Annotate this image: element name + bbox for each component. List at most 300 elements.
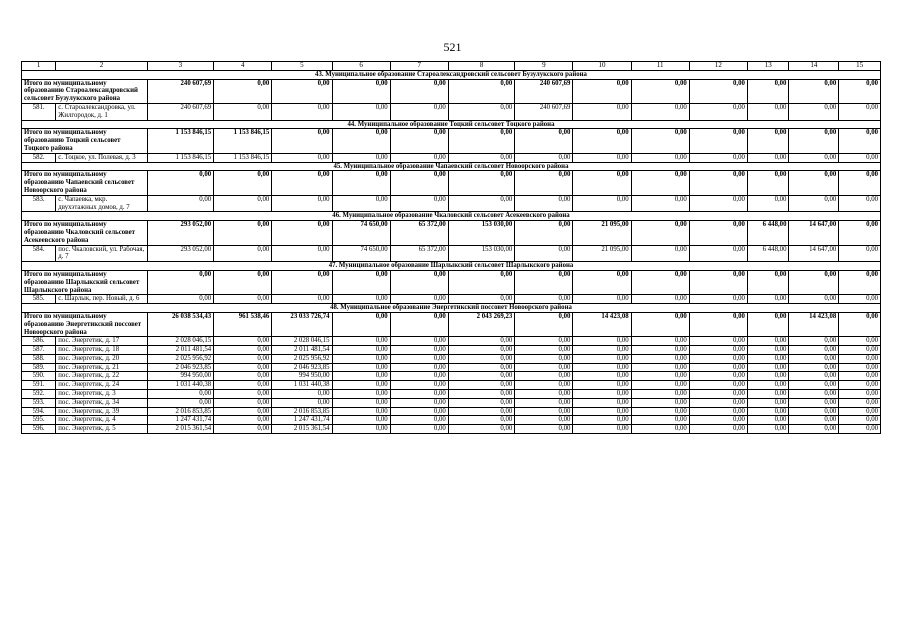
row-value: 0,00	[689, 337, 747, 346]
total-value: 1 153 846,15	[147, 129, 213, 153]
row-value: 0,00	[631, 372, 689, 381]
row-value: 153 030,00	[448, 245, 514, 262]
row-value: 0,00	[515, 381, 573, 390]
row-value: 0,00	[573, 337, 631, 346]
row-value: 0,00	[789, 337, 839, 346]
row-value: 0,00	[332, 390, 390, 399]
total-value: 0,00	[272, 129, 332, 153]
row-value: 0,00	[747, 425, 789, 434]
total-label: Итого по муниципальному образованию Староалександровский сельсовет Бузулукского района	[22, 79, 148, 103]
row-number: 594.	[22, 407, 56, 416]
row-value: 0,00	[515, 337, 573, 346]
row-value: 0,00	[789, 372, 839, 381]
row-value: 0,00	[332, 398, 390, 407]
total-value: 240 607,69	[515, 79, 573, 103]
row-value: 1 153 846,15	[214, 153, 272, 162]
row-value: 0,00	[839, 407, 881, 416]
table-row	[22, 153, 881, 162]
row-number: 593.	[22, 398, 56, 407]
row-address: пос. Энергетик, д. 34	[56, 398, 147, 407]
row-number: 595.	[22, 416, 56, 425]
row-value: 0,00	[573, 195, 631, 212]
row-value: 1 153 846,15	[147, 153, 213, 162]
row-value: 0,00	[515, 416, 573, 425]
section-header-row	[22, 162, 881, 171]
budget-table	[21, 61, 881, 434]
row-value: 0,00	[332, 103, 390, 120]
total-value: 0,00	[839, 270, 881, 294]
row-value: 2 025 956,92	[147, 354, 213, 363]
row-value: 0,00	[515, 363, 573, 372]
row-value: 0,00	[390, 363, 448, 372]
row-value: 0,00	[448, 153, 514, 162]
row-value: 0,00	[448, 103, 514, 120]
row-value: 0,00	[390, 346, 448, 355]
row-value: 0,00	[839, 346, 881, 355]
row-value: 0,00	[332, 381, 390, 390]
row-value: 1 247 431,74	[147, 416, 213, 425]
total-value: 0,00	[747, 171, 789, 195]
row-value: 0,00	[332, 425, 390, 434]
row-value: 2 015 361,54	[147, 425, 213, 434]
row-value: 0,00	[789, 354, 839, 363]
column-header: 1	[22, 62, 56, 71]
total-row	[22, 129, 881, 153]
row-value: 0,00	[689, 407, 747, 416]
total-value: 0,00	[448, 129, 514, 153]
row-value: 0,00	[789, 425, 839, 434]
row-value: 0,00	[631, 153, 689, 162]
row-value: 0,00	[789, 153, 839, 162]
row-value: 0,00	[390, 103, 448, 120]
row-address: с. Чапаевка, мкр. двухэтажных домов, д. 7	[56, 195, 147, 212]
total-value: 0,00	[147, 171, 213, 195]
table-row	[22, 381, 881, 390]
row-value: 0,00	[631, 103, 689, 120]
row-value: 0,00	[515, 354, 573, 363]
total-value: 293 052,00	[147, 221, 213, 245]
total-row	[22, 312, 881, 336]
total-value: 0,00	[214, 221, 272, 245]
row-value: 0,00	[214, 425, 272, 434]
row-value: 0,00	[839, 337, 881, 346]
total-value: 0,00	[631, 221, 689, 245]
row-number: 589.	[22, 363, 56, 372]
row-number: 588.	[22, 354, 56, 363]
row-value: 0,00	[515, 425, 573, 434]
total-value: 26 038 534,43	[147, 312, 213, 336]
total-value: 0,00	[631, 312, 689, 336]
row-value: 0,00	[689, 346, 747, 355]
total-value: 0,00	[573, 79, 631, 103]
row-value: 0,00	[789, 195, 839, 212]
table-row	[22, 295, 881, 304]
column-header: 12	[689, 62, 747, 71]
row-value: 0,00	[747, 416, 789, 425]
total-value: 0,00	[839, 221, 881, 245]
row-value: 0,00	[390, 354, 448, 363]
row-value: 0,00	[789, 390, 839, 399]
row-value: 0,00	[631, 346, 689, 355]
row-number: 585.	[22, 295, 56, 304]
row-number: 596.	[22, 425, 56, 434]
row-value: 0,00	[214, 372, 272, 381]
row-value: 0,00	[448, 372, 514, 381]
row-value: 0,00	[214, 363, 272, 372]
total-value: 0,00	[689, 312, 747, 336]
row-value: 0,00	[631, 390, 689, 399]
row-number: 592.	[22, 390, 56, 399]
row-value: 0,00	[747, 153, 789, 162]
row-value: 14 647,00	[789, 245, 839, 262]
row-value: 0,00	[631, 416, 689, 425]
row-address: с. Шарлык, пер. Новый, д. 6	[56, 295, 147, 304]
total-value: 0,00	[332, 312, 390, 336]
row-value: 0,00	[147, 195, 213, 212]
row-value: 0,00	[573, 398, 631, 407]
row-value: 2 046 923,85	[147, 363, 213, 372]
row-value: 0,00	[515, 153, 573, 162]
row-address: пос. Энергетик, д. 24	[56, 381, 147, 390]
row-value: 1 031 440,38	[147, 381, 213, 390]
total-value: 0,00	[448, 79, 514, 103]
row-value: 0,00	[839, 354, 881, 363]
row-value: 0,00	[689, 372, 747, 381]
row-number: 581.	[22, 103, 56, 120]
row-value: 0,00	[390, 407, 448, 416]
row-value: 0,00	[332, 407, 390, 416]
row-number: 586.	[22, 337, 56, 346]
row-value: 0,00	[631, 407, 689, 416]
section-title: 45. Муниципальное образование Чапаевский сельсовет Новоорского района	[22, 162, 881, 171]
total-value: 0,00	[573, 270, 631, 294]
total-value: 0,00	[689, 270, 747, 294]
row-value: 6 448,00	[747, 245, 789, 262]
row-value: 0,00	[573, 381, 631, 390]
total-value: 0,00	[631, 129, 689, 153]
total-value: 0,00	[839, 171, 881, 195]
total-value: 2 043 269,23	[448, 312, 514, 336]
section-header-row	[22, 304, 881, 313]
row-value: 0,00	[839, 398, 881, 407]
total-label: Итого по муниципальному образованию Энергетикский поссовет Новоорского района	[22, 312, 148, 336]
section-header-row	[22, 212, 881, 221]
row-value: 0,00	[332, 195, 390, 212]
total-value: 0,00	[147, 270, 213, 294]
total-value: 0,00	[272, 79, 332, 103]
row-value: 0,00	[214, 103, 272, 120]
row-value: 994 950,00	[147, 372, 213, 381]
row-value: 0,00	[747, 363, 789, 372]
row-value: 0,00	[332, 354, 390, 363]
row-value: 0,00	[573, 363, 631, 372]
row-value: 0,00	[515, 390, 573, 399]
section-title: 43. Муниципальное образование Староалександровский сельсовет Бузулукского района	[22, 70, 881, 79]
row-value: 0,00	[214, 398, 272, 407]
total-value: 0,00	[448, 171, 514, 195]
row-value: 0,00	[573, 425, 631, 434]
row-value: 0,00	[839, 153, 881, 162]
row-value: 0,00	[332, 372, 390, 381]
row-value: 74 650,00	[332, 245, 390, 262]
total-value: 0,00	[789, 79, 839, 103]
row-value: 0,00	[390, 295, 448, 304]
column-header: 11	[631, 62, 689, 71]
total-value: 0,00	[839, 312, 881, 336]
row-value: 0,00	[272, 295, 332, 304]
row-value: 0,00	[390, 337, 448, 346]
column-header: 10	[573, 62, 631, 71]
total-value: 14 423,08	[789, 312, 839, 336]
table-row	[22, 372, 881, 381]
column-header: 13	[747, 62, 789, 71]
row-value: 0,00	[332, 346, 390, 355]
row-value: 2 016 853,85	[272, 407, 332, 416]
table-row	[22, 346, 881, 355]
row-value: 0,00	[631, 425, 689, 434]
row-value: 0,00	[272, 390, 332, 399]
row-value: 0,00	[747, 337, 789, 346]
total-value: 0,00	[789, 171, 839, 195]
table-row	[22, 245, 881, 262]
row-value: 0,00	[789, 416, 839, 425]
row-value: 0,00	[689, 245, 747, 262]
row-value: 0,00	[515, 195, 573, 212]
row-value: 0,00	[747, 381, 789, 390]
row-value: 0,00	[689, 295, 747, 304]
row-value: 240 607,69	[147, 103, 213, 120]
column-header: 6	[332, 62, 390, 71]
total-value: 0,00	[631, 79, 689, 103]
section-title: 47. Муниципальное образование Шарлыкский сельсовет Шарлыкского района	[22, 262, 881, 271]
column-header: 2	[56, 62, 147, 71]
total-value: 961 538,46	[214, 312, 272, 336]
total-value: 0,00	[390, 171, 448, 195]
total-value: 0,00	[272, 270, 332, 294]
row-value: 2 011 481,54	[147, 346, 213, 355]
row-value: 0,00	[390, 381, 448, 390]
row-address: пос. Энергетик, д. 21	[56, 363, 147, 372]
row-value: 0,00	[789, 381, 839, 390]
row-value: 2 025 956,92	[272, 354, 332, 363]
row-address: пос. Энергетик, д. 18	[56, 346, 147, 355]
row-value: 0,00	[747, 398, 789, 407]
total-value: 0,00	[515, 270, 573, 294]
total-value: 1 153 846,15	[214, 129, 272, 153]
row-value: 0,00	[789, 398, 839, 407]
total-value: 0,00	[631, 270, 689, 294]
total-value: 23 033 726,74	[272, 312, 332, 336]
section-header-row	[22, 70, 881, 79]
total-value: 0,00	[214, 171, 272, 195]
row-value: 0,00	[689, 195, 747, 212]
row-value: 0,00	[332, 153, 390, 162]
row-address: пос. Энергетик, д. 5	[56, 425, 147, 434]
table-row	[22, 425, 881, 434]
row-value: 0,00	[214, 195, 272, 212]
row-value: 0,00	[689, 103, 747, 120]
row-value: 0,00	[631, 398, 689, 407]
total-label: Итого по муниципальному образованию Чкаловский сельсовет Асекеевского района	[22, 221, 148, 245]
row-value: 0,00	[631, 245, 689, 262]
row-number: 590.	[22, 372, 56, 381]
total-value: 0,00	[689, 221, 747, 245]
row-value: 0,00	[839, 372, 881, 381]
total-value: 0,00	[515, 221, 573, 245]
row-value: 0,00	[332, 416, 390, 425]
total-value: 14 647,00	[789, 221, 839, 245]
total-value: 0,00	[789, 129, 839, 153]
row-value: 0,00	[147, 390, 213, 399]
table-row	[22, 354, 881, 363]
column-header: 3	[147, 62, 213, 71]
row-value: 0,00	[747, 390, 789, 399]
row-number: 591.	[22, 381, 56, 390]
row-value: 2 028 046,15	[147, 337, 213, 346]
row-value: 0,00	[573, 103, 631, 120]
table-body	[22, 62, 881, 434]
total-value: 0,00	[390, 79, 448, 103]
row-value: 0,00	[390, 153, 448, 162]
row-value: 0,00	[689, 153, 747, 162]
row-value: 0,00	[789, 363, 839, 372]
total-value: 0,00	[747, 312, 789, 336]
total-value: 0,00	[515, 312, 573, 336]
row-value: 0,00	[515, 407, 573, 416]
row-value: 0,00	[839, 390, 881, 399]
row-value: 0,00	[631, 381, 689, 390]
total-value: 0,00	[573, 171, 631, 195]
row-value: 0,00	[573, 346, 631, 355]
row-value: 0,00	[789, 407, 839, 416]
total-value: 0,00	[689, 79, 747, 103]
table-row	[22, 337, 881, 346]
total-value: 0,00	[332, 129, 390, 153]
total-value: 74 650,00	[332, 221, 390, 245]
row-value: 0,00	[390, 372, 448, 381]
row-value: 0,00	[448, 346, 514, 355]
page-number: 521	[443, 40, 462, 54]
row-value: 2 015 361,54	[272, 425, 332, 434]
total-value: 0,00	[789, 270, 839, 294]
row-value: 0,00	[448, 398, 514, 407]
column-header: 7	[390, 62, 448, 71]
row-value: 0,00	[272, 245, 332, 262]
row-value: 0,00	[689, 363, 747, 372]
table-row	[22, 390, 881, 399]
row-address: пос. Энергетик, д. 17	[56, 337, 147, 346]
row-value: 0,00	[390, 390, 448, 399]
total-value: 0,00	[272, 171, 332, 195]
total-value: 0,00	[214, 270, 272, 294]
row-value: 0,00	[839, 245, 881, 262]
row-value: 0,00	[573, 372, 631, 381]
row-value: 0,00	[214, 407, 272, 416]
row-value: 0,00	[390, 398, 448, 407]
column-header: 5	[272, 62, 332, 71]
row-value: 1 247 431,74	[272, 416, 332, 425]
column-header: 14	[789, 62, 839, 71]
row-address: пос. Энергетик, д. 20	[56, 354, 147, 363]
row-value: 0,00	[272, 153, 332, 162]
section-title: 46. Муниципальное образование Чкаловский сельсовет Асекеевского района	[22, 212, 881, 221]
total-label: Итого по муниципальному образованию Чапаевский сельсовет Новоорского района	[22, 171, 148, 195]
row-value: 0,00	[747, 407, 789, 416]
row-value: 2 016 853,85	[147, 407, 213, 416]
total-row	[22, 270, 881, 294]
row-value: 0,00	[515, 245, 573, 262]
total-label: Итого по муниципальному образованию Шарлыкский сельсовет Шарлыкского района	[22, 270, 148, 294]
row-value: 293 052,00	[147, 245, 213, 262]
total-value: 0,00	[631, 171, 689, 195]
row-value: 0,00	[214, 337, 272, 346]
row-value: 0,00	[747, 195, 789, 212]
total-value: 0,00	[573, 129, 631, 153]
row-value: 0,00	[839, 363, 881, 372]
row-value: 0,00	[448, 337, 514, 346]
total-value: 65 372,00	[390, 221, 448, 245]
total-value: 0,00	[448, 270, 514, 294]
row-value: 0,00	[390, 425, 448, 434]
total-value: 153 030,00	[448, 221, 514, 245]
total-value: 0,00	[747, 270, 789, 294]
row-value: 0,00	[789, 103, 839, 120]
table-row	[22, 407, 881, 416]
row-value: 0,00	[332, 363, 390, 372]
column-header: 15	[839, 62, 881, 71]
total-value: 21 095,00	[573, 221, 631, 245]
row-address: пос. Энергетик, д. 22	[56, 372, 147, 381]
row-value: 0,00	[448, 407, 514, 416]
row-value: 0,00	[573, 354, 631, 363]
table-row	[22, 398, 881, 407]
table-row	[22, 416, 881, 425]
table-row	[22, 363, 881, 372]
table-row	[22, 195, 881, 212]
row-value: 0,00	[839, 416, 881, 425]
column-header: 9	[515, 62, 573, 71]
table-row	[22, 103, 881, 120]
row-value: 0,00	[147, 295, 213, 304]
row-value: 0,00	[689, 398, 747, 407]
row-value: 0,00	[789, 346, 839, 355]
row-value: 0,00	[747, 372, 789, 381]
section-title: 44. Муниципальное образование Тоцкий сельсовет Тоцкого района	[22, 120, 881, 129]
row-value: 0,00	[515, 346, 573, 355]
total-value: 0,00	[272, 221, 332, 245]
row-value: 0,00	[747, 346, 789, 355]
total-value: 0,00	[332, 270, 390, 294]
total-value: 0,00	[839, 129, 881, 153]
row-value: 0,00	[573, 295, 631, 304]
section-header-row	[22, 120, 881, 129]
total-value: 240 607,69	[147, 79, 213, 103]
column-header: 4	[214, 62, 272, 71]
row-value: 0,00	[448, 354, 514, 363]
column-header: 8	[448, 62, 514, 71]
row-value: 0,00	[631, 363, 689, 372]
row-value: 0,00	[448, 425, 514, 434]
row-value: 0,00	[390, 416, 448, 425]
total-value: 0,00	[747, 129, 789, 153]
row-value: 0,00	[689, 390, 747, 399]
row-value: 0,00	[747, 295, 789, 304]
row-value: 2 046 923,85	[272, 363, 332, 372]
total-value: 0,00	[689, 129, 747, 153]
total-value: 0,00	[839, 79, 881, 103]
row-value: 1 031 440,38	[272, 381, 332, 390]
row-value: 0,00	[390, 195, 448, 212]
